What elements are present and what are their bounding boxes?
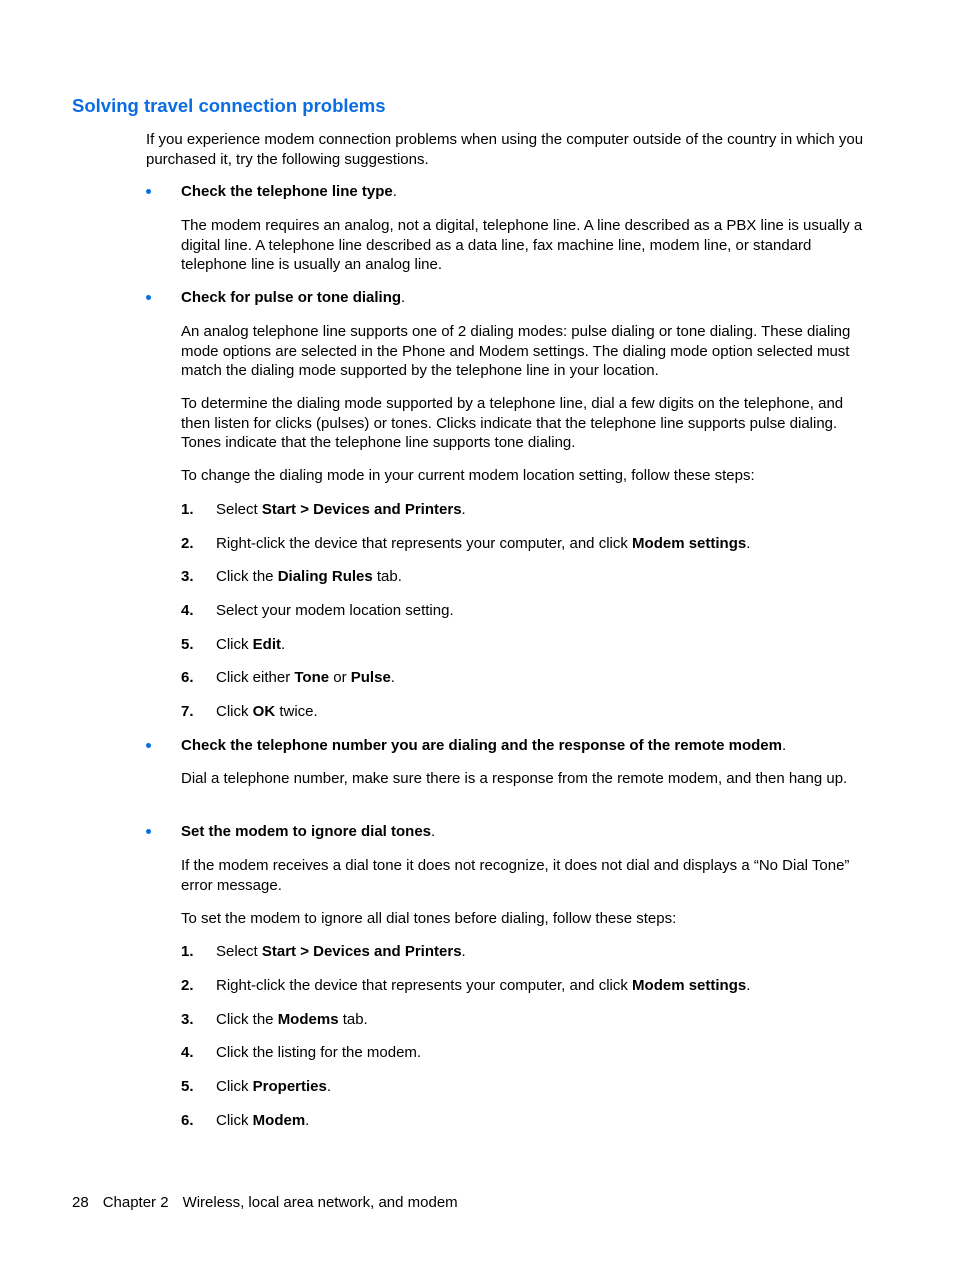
line-type-paragraph: The modem requires an analog, not a digital, telephone line. A line described as a PBX line is usually a digital line. A telephone line described as a data line, fax machine line, modem line, or standard telephone line is usually an analog line.: [181, 217, 863, 273]
bullet-text: Check the telephone number you are dialing and the response of the remote modem.: [181, 737, 787, 754]
number-paragraph: Dial a telephone number, make sure there is a response from the remote modem, and then hang up.: [181, 770, 848, 787]
chapter-title: Wireless, local area network, and modem: [182, 1194, 458, 1211]
dialtone-paragraph-2: To set the modem to ignore all dial tones before dialing, follow these steps:: [181, 910, 677, 927]
bullet-icon: [146, 829, 151, 834]
bullet-text: Check for pulse or tone dialing.: [181, 289, 406, 306]
bullet-icon: [146, 743, 151, 748]
intro-paragraph: If you experience modem connection problems when using the computer outside of the country in which you purchased it, try the following suggestions.: [146, 131, 864, 168]
pulse-paragraph-1: An analog telephone line supports one of 2 dialing modes: pulse dialing or tone dialing. These dialing mode options are selected in the Phone and Modem settings. The dialing mode option selected must match the dialing mode supported by the telephone line in your location.: [181, 323, 851, 379]
pulse-paragraph-3: To change the dialing mode in your current modem location setting, follow these steps:: [181, 467, 755, 484]
page-footer: [72, 1193, 472, 1213]
page-heading: Solving travel connection problems: [72, 95, 386, 116]
pulse-paragraph-2: To determine the dialing mode supported by a telephone line, dial a few digits on the telephone, and then listen for clicks (pulses) or tones. Clicks indicate that the telephone line supports pulse dialing. Tones indicate that the telephone line supports tone dialing.: [181, 395, 844, 451]
bullet-text: Check the telephone line type.: [181, 183, 397, 200]
bullet-icon: [146, 189, 151, 194]
dialtone-paragraph-1: If the modem receives a dial tone it does not recognize, it does not dial and displays a “No Dial Tone” error message.: [181, 857, 850, 894]
chapter-label: Chapter 2: [102, 1194, 169, 1211]
bullet-icon: [146, 295, 151, 300]
page-number: 28: [72, 1194, 89, 1211]
bullet-text: Set the modem to ignore dial tones.: [181, 823, 436, 840]
